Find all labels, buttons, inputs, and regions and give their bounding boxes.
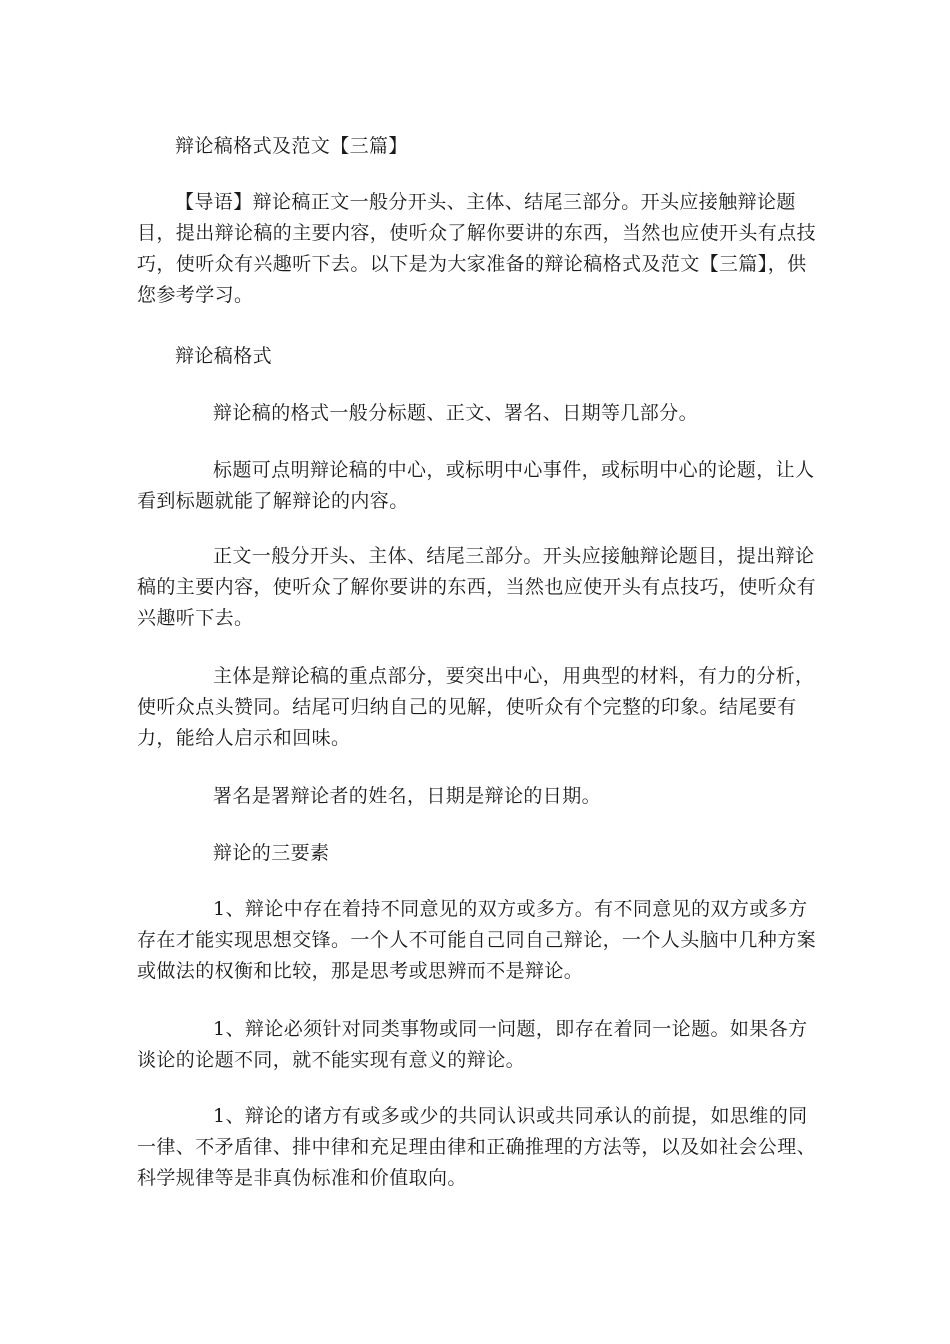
- document-title: 辩论稿格式及范文【三篇】: [175, 135, 408, 157]
- list-item: 1、辩论的诸方有或多或少的共同认识或共同承认的前提，如思维的同一律、不矛盾律、排中律和充足理由律和正确推理的方法等，以及如社会公理、科学规律等是非真伪标准和价值取向。: [137, 1105, 817, 1189]
- body-paragraph: 署名是署辩论者的姓名，日期是辩论的日期。: [213, 785, 602, 807]
- body-paragraph: 标题可点明辩论稿的中心，或标明中心事件，或标明中心的论题，让人看到标题就能了解辩论的内容。: [137, 459, 815, 512]
- list-item: 1、辩论中存在着持不同意见的双方或多方。有不同意见的双方或多方存在才能实现思想交锋。一个人不可能自己同自己辩论，一个人头脑中几种方案或做法的权衡和比较，那是思考或思辨而不是辩论。: [137, 898, 817, 982]
- list-item: 1、辩论必须针对同类事物或同一问题，即存在着同一论题。如果各方谈论的论题不同，就不能实现有意义的辩论。: [137, 1018, 808, 1071]
- intro-paragraph: 【导语】辩论稿正文一般分开头、主体、结尾三部分。开头应接触辩论题目，提出辩论稿的主要内容，使听众了解你要讲的东西，当然也应使开头有点技巧，使听众有兴趣听下去。以下是为大家准备的辩论稿格式及范文【三篇】，供您参考学习。: [137, 191, 817, 306]
- subheading: 辩论的三要素: [213, 842, 330, 864]
- body-paragraph: 主体是辩论稿的重点部分，要突出中心，用典型的材料，有力的分析，使听众点头赞同。结尾可归纳自己的见解，使听众有个完整的印象。结尾要有力，能给人启示和回味。: [137, 665, 815, 749]
- section-heading: 辩论稿格式: [175, 345, 273, 367]
- body-paragraph: 正文一般分开头、主体、结尾三部分。开头应接触辩论题目，提出辩论稿的主要内容，使听众了解你要讲的东西，当然也应使开头有点技巧，使听众有兴趣听下去。: [137, 545, 817, 629]
- body-paragraph: 辩论稿的格式一般分标题、正文、署名、日期等几部分。: [213, 402, 699, 424]
